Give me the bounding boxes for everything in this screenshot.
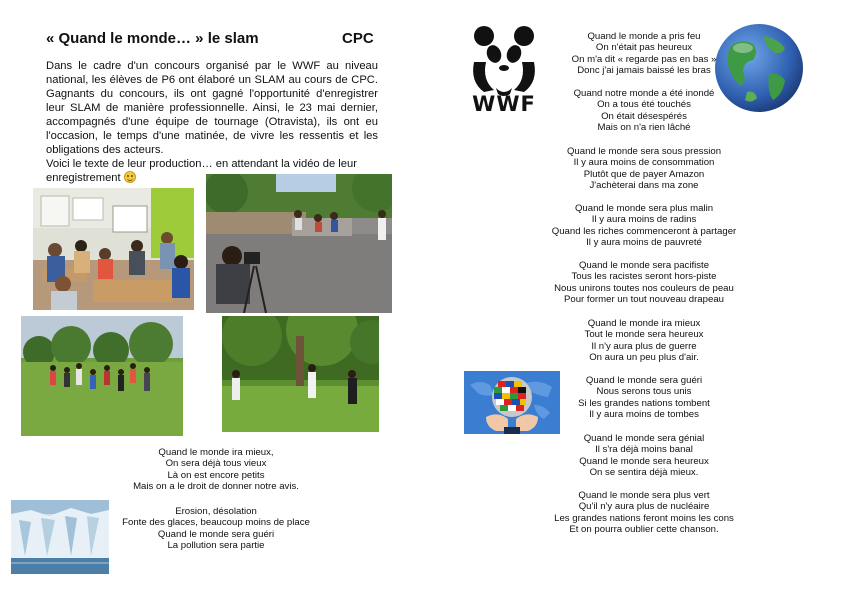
wwf-logo-text: WWF: [472, 92, 536, 116]
smiley-icon: [124, 171, 136, 183]
right-stanza-9: [524, 490, 764, 536]
verse-line: On sera déjà tous vieux: [165, 458, 267, 470]
verse-line: Quand le monde sera heureux: [579, 455, 709, 467]
right-stanza-7: [524, 375, 764, 421]
intro-paragraph: Dans le cadre d'un concours organisé par le WWF au niveau national, les élèves de P6 ont élaboré un SLAM au cours de CPC. Gagnants du concours, ils ont gagné l'opportunité d'enregistrer leur SLAM de manière professionnelle. Ainsi, le 23 mai dernier, accompagnés d'une équipe de tournage (Otravista), ils ont eu l'occasion, le temps d'une matinée, de vivre les ressentis et les obligations des acteurs.: [46, 60, 378, 156]
verse-line: Quand le monde sera pacifiste: [578, 260, 710, 271]
verse-line: Qu'il n'y aura plus de nucléaire: [578, 501, 710, 513]
verse-line: Tous les racistes seront hors-piste: [571, 271, 717, 283]
verse-line: Il y aura moins de consommation: [573, 157, 715, 169]
left-stanza-1: [100, 447, 332, 493]
verse-line: Quand le monde sera plus vert: [578, 490, 710, 501]
verse-line: Donc j'ai jamais baissé les bras: [577, 65, 711, 77]
right-stanza-8: [524, 433, 764, 479]
intro-text: [46, 59, 378, 185]
verse-line: Quand le monde ira mieux: [587, 318, 701, 329]
verse-line: La pollution sera partie: [167, 540, 265, 552]
kids-on-field-photo: [21, 316, 183, 436]
verse-line: Fonte des glaces, beaucoup moins de place: [122, 517, 310, 529]
verse-line: On n'était pas heureux: [595, 42, 693, 54]
verse-line: Plutôt que de payer Amazon: [583, 168, 705, 180]
verse-line: Quand le monde sera sous pression: [566, 146, 722, 157]
verse-line: On aura un peu plus d'air.: [589, 352, 699, 364]
right-stanza-3: [524, 146, 764, 192]
verse-line: Quand le monde sera plus malin: [574, 203, 714, 214]
title-text: « Quand le monde… » le slam: [46, 30, 259, 47]
page-title: [46, 30, 374, 47]
verse-line: Quand les riches commenceront à partager: [551, 225, 737, 237]
verse-line: Quand le monde ira mieux,: [158, 447, 274, 458]
verse-line: Mais on n'a rien lâché: [597, 122, 691, 134]
left-stanza-2: [100, 506, 332, 552]
verse-line: Quand le monde sera guéri: [585, 375, 703, 386]
verse-line: Quand le monde sera génial: [583, 433, 705, 444]
verse-line: Quand notre monde a été inondé: [573, 88, 715, 99]
verse-line: Erosion, désolation: [175, 506, 257, 517]
verse-line: On m'a dit « regarde pas en bas »: [571, 53, 717, 65]
verse-line: J'achèterai dans ma zone: [589, 180, 699, 192]
verse-line: Les grandes nations feront moins les cons: [554, 512, 734, 524]
right-stanza-6: [524, 318, 764, 364]
verse-line: On se sentira déjà mieux.: [589, 467, 699, 479]
verse-line: Pour former un tout nouveau drapeau: [563, 294, 724, 306]
title-tag: CPC: [342, 30, 374, 47]
right-stanza-5: [524, 260, 764, 306]
verse-line: On a tous été touchés: [597, 99, 691, 111]
verse-line: Nous unirons toutes nos couleurs de peau: [554, 282, 734, 294]
verse-line: Et on pourra oublier cette chanson.: [569, 524, 719, 536]
verse-line: Il s'ra déjà moins banal: [595, 444, 693, 456]
verse-line: Il y aura moins de radins: [591, 214, 697, 226]
verse-line: Nous serons tous unis: [596, 386, 692, 398]
classroom-photo: [33, 188, 194, 310]
verse-line: Quand le monde a pris feu: [587, 31, 701, 42]
verse-line: Il y aura moins de tombes: [589, 409, 699, 421]
glacier-photo: [11, 500, 109, 574]
right-stanza-2: [524, 88, 764, 134]
verse-line: Il n'y aura plus de guerre: [591, 340, 697, 352]
verse-line: Là on est encore petits: [167, 469, 265, 481]
right-stanza-4: [524, 203, 764, 249]
playground-camera-photo: [206, 174, 392, 313]
right-stanza-1: [524, 31, 764, 77]
verse-line: Quand le monde sera guéri: [157, 528, 275, 540]
verse-line: Tout le monde sera heureux: [584, 329, 704, 341]
verse-line: Il y aura moins de pauvreté: [586, 237, 702, 249]
verse-line: Si les grandes nations tombent: [578, 397, 710, 409]
intro-voici-text: Voici le texte de leur production… en attendant la vidéo de leur enregistrement: [46, 158, 357, 184]
verse-line: On était désespérés: [601, 110, 687, 122]
verse-line: Mais on a le droit de donner notre avis.: [133, 481, 299, 493]
tree-kids-photo: [222, 316, 379, 432]
